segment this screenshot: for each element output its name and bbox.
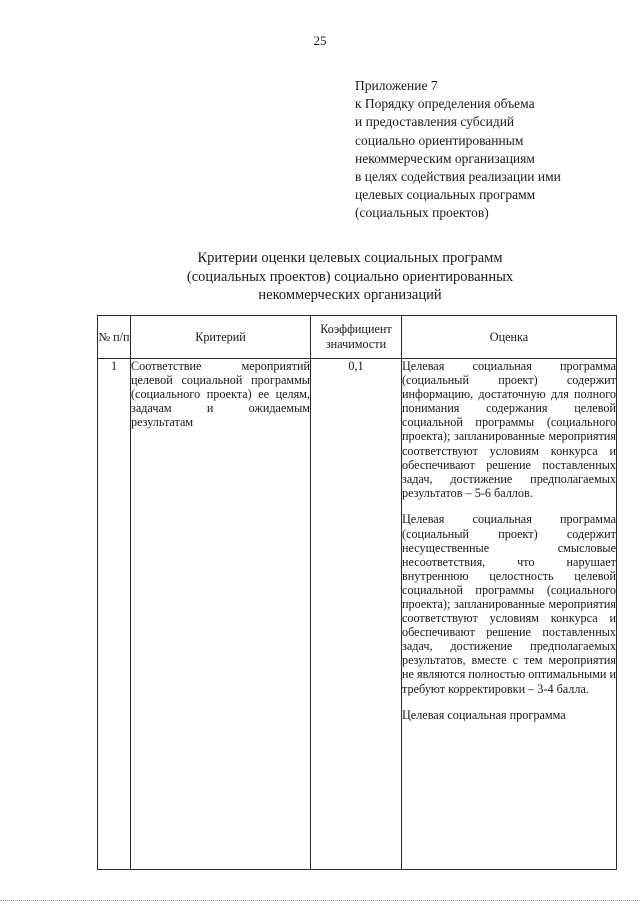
- appendix-line: некоммерческим организациям: [355, 150, 535, 166]
- page-bottom-rule: [0, 900, 640, 901]
- title-line: Критерии оценки целевых социальных программ: [197, 250, 503, 266]
- title-line: некоммерческих организаций: [258, 287, 442, 303]
- score-paragraph: Целевая социальная программа (социальный проект) содержит несущественные смысловые несоответствия, что нарушает внутреннюю целостность целевой социальной программы (социального проекта); запланированные мероприятия соответствуют условиям конкурса и обеспечивают решение поставленных задач, достижение предполагаемых результатов, вместе с тем мероприятия не являются полностью оптимальными и требуют корректировки – 3-4 балла.: [402, 512, 617, 696]
- criteria-table: [97, 315, 617, 870]
- header-num: № п/п: [98, 316, 131, 359]
- score-paragraph: Целевая социальная программа: [402, 708, 566, 723]
- appendix-line: (социальных проектов): [355, 205, 489, 221]
- row-num: 1: [98, 359, 131, 870]
- appendix-block: [355, 77, 625, 223]
- document-title: [90, 249, 610, 305]
- appendix-line: к Порядку определения объема: [355, 96, 535, 112]
- row-score: [402, 359, 617, 870]
- header-score: Оценка: [402, 316, 617, 359]
- appendix-line: Приложение 7: [355, 78, 438, 93]
- appendix-line: социально ориентированным: [355, 132, 524, 148]
- appendix-line: в целях содействия реализации ими: [355, 169, 561, 185]
- table-row: [98, 359, 617, 870]
- table-header-row: [98, 316, 617, 359]
- appendix-line: целевых социальных программ: [355, 187, 536, 203]
- appendix-line: и предоставления субсидий: [355, 114, 515, 130]
- row-criterion: Соответствие мероприятий целевой социальной программы (социального проекта) ее целям, задачам и ожидаемым результатам: [131, 359, 311, 870]
- title-line: (социальных проектов) социально ориентированных: [186, 268, 514, 285]
- page-number: 25: [313, 33, 327, 48]
- header-criterion: Критерий: [131, 316, 311, 359]
- header-coefficient: Коэффициент значимости: [311, 316, 402, 359]
- row-coefficient: 0,1: [311, 359, 402, 870]
- score-paragraph: Целевая социальная программа (социальный проект) содержит информацию, достаточную для полного понимания содержания целевой социальной программы (социального проекта); запланированные мероприятия соответствуют условиям конкурса и обеспечивают решение поставленных задач, достижение предполагаемых результатов – 5-6 баллов.: [402, 359, 616, 500]
